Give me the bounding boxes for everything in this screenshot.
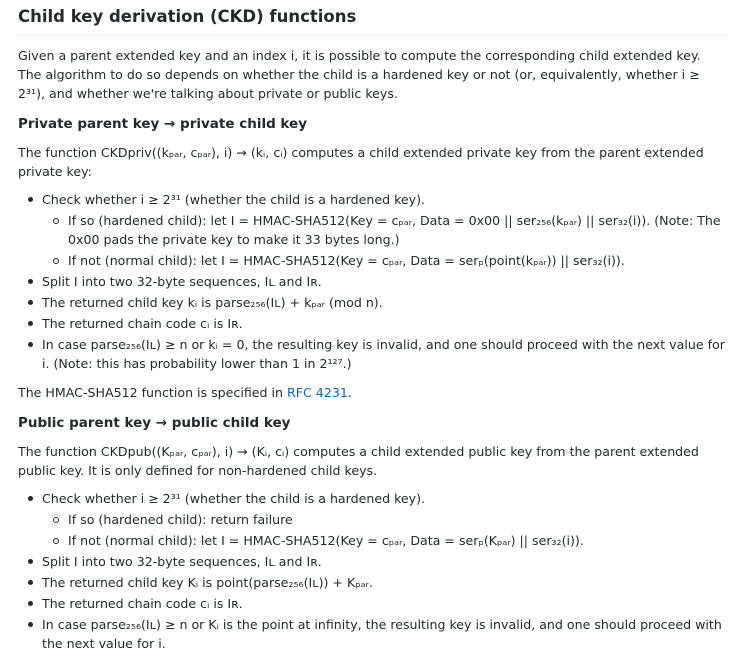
private-heading: Private parent key → private child key — [18, 116, 308, 132]
private-intro: The function CKDpriv((kₚₐᵣ, cₚₐᵣ), i) → (kᵢ, cᵢ) computes a child extended private key from the parent extended private key: — [18, 145, 704, 179]
spec-prefix: The HMAC-SHA512 function is specified in — [18, 385, 288, 400]
list-item: If so (hardened child): return failure — [68, 510, 726, 529]
section-title: Child key derivation (CKD) functions — [18, 0, 726, 36]
step-text: Check whether i ≥ 2³¹ (whether the child is a hardened key). — [42, 491, 426, 506]
list-item: The returned chain code cᵢ is Iʀ. — [42, 314, 726, 333]
public-steps — [18, 489, 726, 653]
rfc-link[interactable]: RFC 4231 — [287, 385, 348, 400]
list-item: The returned child key Kᵢ is point(parse₂₅₆(Iʟ)) + Kₚₐᵣ. — [42, 573, 726, 592]
list-item: In case parse₂₅₆(Iʟ) ≥ n or Kᵢ is the point at infinity, the resulting key is invalid, and one should proceed with the next value for i. — [42, 615, 726, 653]
spec-paragraph — [18, 383, 726, 402]
list-item: The returned child key kᵢ is parse₂₅₆(Iʟ) + kₚₐᵣ (mod n). — [42, 293, 726, 312]
list-item — [42, 489, 726, 550]
list-item — [42, 190, 726, 270]
intro-paragraph: Given a parent extended key and an index i, it is possible to compute the corresponding child extended key. The algorithm to do so depends on whether the child is a hardened key or not (or, equivalently, whether i ≥ 2³¹), and whether we're talking about private or public keys. — [18, 48, 701, 101]
step-text: Check whether i ≥ 2³¹ (whether the child is a hardened key). — [42, 192, 426, 207]
list-item: In case parse₂₅₆(Iʟ) ≥ n or kᵢ = 0, the resulting key is invalid, and one should proceed with the next value for i. (Note: this has probability lower than 1 in 2¹²⁷.) — [42, 337, 725, 371]
list-item: The returned chain code cᵢ is Iʀ. — [42, 594, 726, 613]
sub-steps — [42, 510, 726, 550]
public-intro: The function CKDpub((Kₚₐᵣ, cₚₐᵣ), i) → (Kᵢ, cᵢ) computes a child extended public key from the parent extended public key. It is only defined for non-hardened child keys. — [18, 444, 699, 478]
list-item: If so (hardened child): let I = HMAC-SHA512(Key = cₚₐᵣ, Data = 0x00 || ser₂₅₆(kₚₐᵣ) || ser₃₂(i)). (Note: The 0x00 pads the private key to make it 33 bytes long.) — [68, 211, 726, 249]
list-item: If not (normal child): let I = HMAC-SHA512(Key = cₚₐᵣ, Data = serₚ(Kₚₐᵣ) || ser₃₂(i)). — [68, 531, 726, 550]
list-item: If not (normal child): let I = HMAC-SHA512(Key = cₚₐᵣ, Data = serₚ(point(kₚₐᵣ)) || ser₃₂(i)). — [68, 251, 726, 270]
public-heading: Public parent key → public child key — [18, 415, 291, 431]
spec-suffix: . — [347, 385, 352, 400]
list-item: Split I into two 32-byte sequences, Iʟ and Iʀ. — [42, 552, 726, 571]
list-item: Split I into two 32-byte sequences, Iʟ and Iʀ. — [42, 272, 726, 291]
sub-steps — [42, 211, 726, 270]
private-steps — [18, 190, 726, 373]
